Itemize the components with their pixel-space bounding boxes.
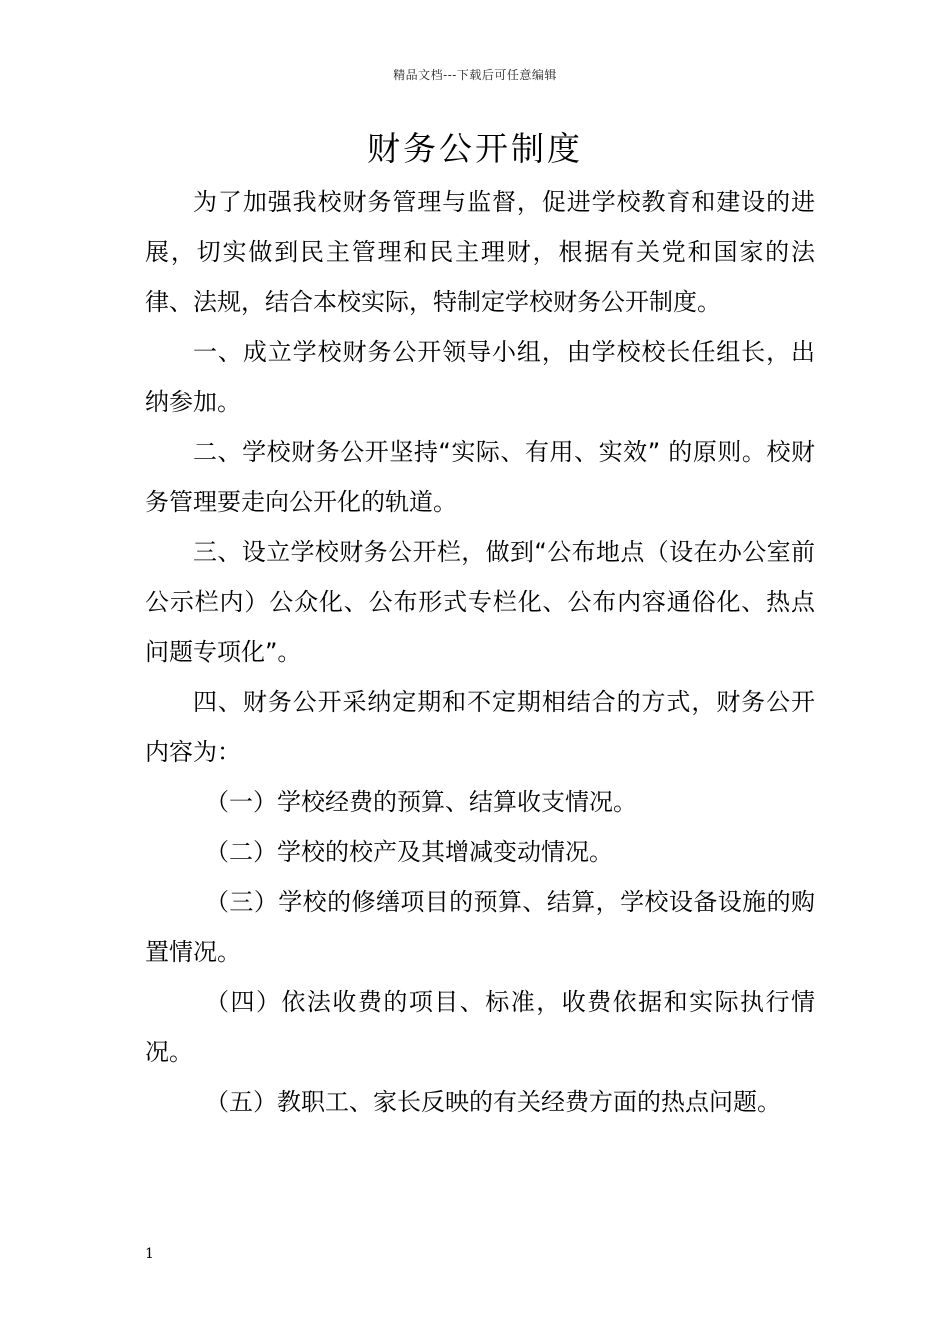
paragraph-item-2: 二、学校财务公开坚持“实际、有用、实效” 的原则。校财务管理要走向公开化的轨道。 [145, 438, 815, 516]
sub-item-4: （四）依法收费的项目、标准，收费依据和实际执行情况。 [145, 988, 815, 1066]
page-number: 1 [145, 1246, 154, 1262]
sub-item-5: （五）教职工、家长反映的有关经费方面的热点问题。 [205, 1088, 781, 1116]
paragraph-intro: 为了加强我校财务管理与监督，促进学校教育和建设的进展，切实做到民主管理和民主理财，根据有关党和国家的法律、法规，结合本校实际，特制定学校财务公开制度。 [145, 188, 815, 316]
sub-item-2: （二）学校的校产及其增减变动情况。 [205, 838, 613, 866]
sub-item-1: （一）学校经费的预算、结算收支情况。 [205, 788, 637, 816]
sub-item-3: （三）学校的修缮项目的预算、结算，学校设备设施的购置情况。 [145, 888, 815, 966]
document-body [145, 177, 815, 1127]
paragraph-item-4: 四、财务公开采纳定期和不定期相结合的方式，财务公开内容为： [145, 688, 815, 766]
document-title: 财务公开制度 [367, 129, 583, 168]
paragraph-item-3: 三、设立学校财务公开栏，做到“公布地点（设在办公室前公示栏内）公众化、公布形式专栏化、公布内容通俗化、热点问题专项化”。 [145, 538, 815, 666]
paragraph-item-1: 一、成立学校财务公开领导小组，由学校校长任组长，出纳参加。 [145, 338, 815, 416]
header-note: 精品文档---下载后可任意编辑 [393, 68, 557, 82]
